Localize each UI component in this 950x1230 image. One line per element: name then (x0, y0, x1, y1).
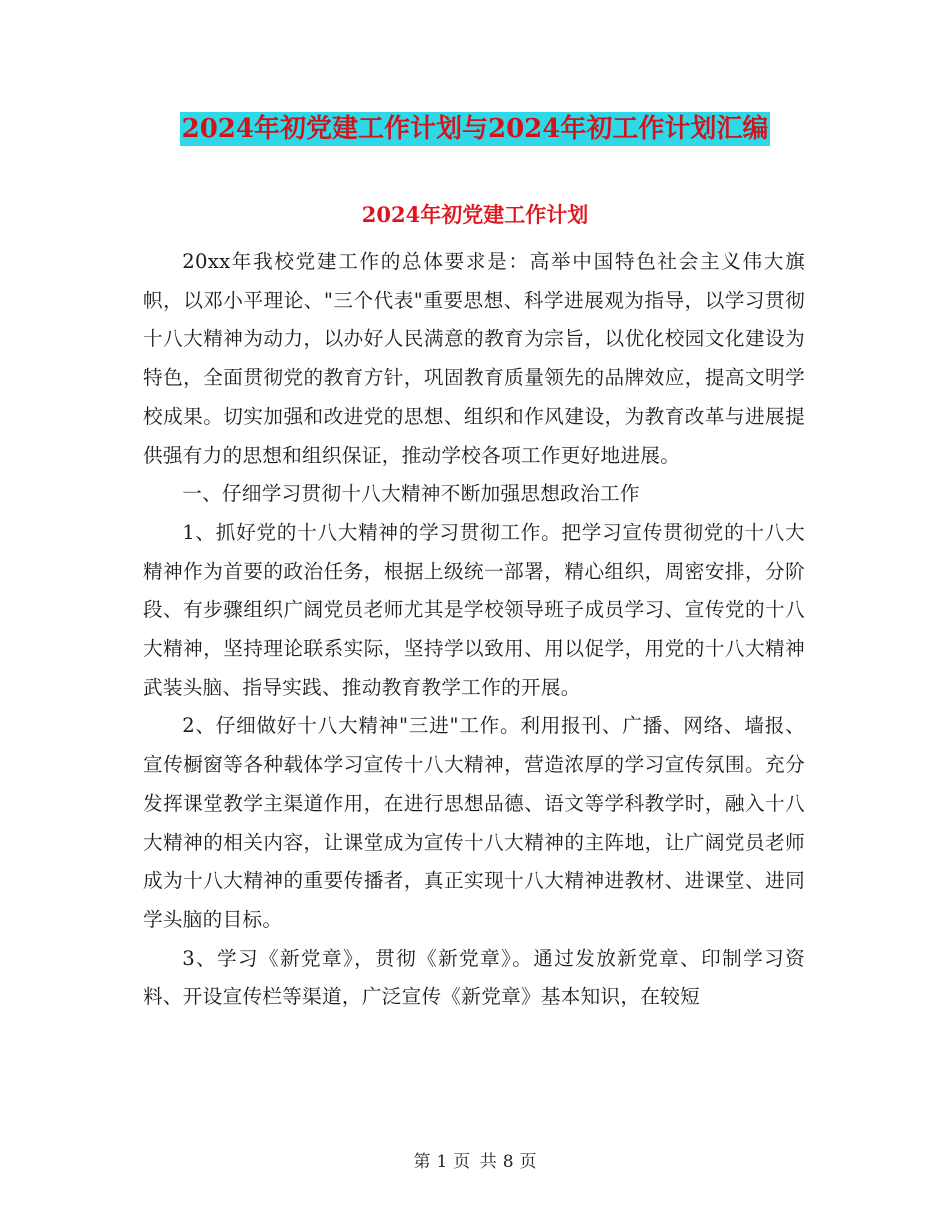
footer-total-pages: 8 (502, 1152, 514, 1172)
footer-suffix: 页 (519, 1152, 537, 1172)
footer-page-number: 1 (436, 1152, 448, 1172)
page-footer (0, 1150, 950, 1174)
footer-prefix: 第 (413, 1152, 431, 1172)
document-title-wrap (0, 112, 950, 146)
footer-middle: 页 共 (453, 1152, 497, 1172)
section-title: 2024年初党建工作计划 (361, 202, 589, 227)
paragraph-item-2: 2、仔细做好十八大精神"三进"工作。利用报刊、广播、网络、墙报、宣传橱窗等各种载体学习宣传十八大精神，营造浓厚的学习宣传氛围。充分发挥课堂教学主渠道作用，在进行思想品德、语文等学科教学时，融入十八大精神的相关内容，让课堂成为宣传十八大精神的主阵地，让广阔党员老师成为十八大精神的重要传播者，真正实现十八大精神进教材、进课堂、进同学头脑的目标。 (143, 714, 805, 931)
document-body (143, 243, 805, 1017)
document-title: 2024年初党建工作计划与2024年初工作计划汇编 (181, 114, 769, 144)
paragraph-intro: 20xx年我校党建工作的总体要求是：高举中国特色社会主义伟大旗帜，以邓小平理论、"三个代表"重要思想、科学进展观为指导，以学习贯彻十八大精神为动力，以办好人民满意的教育为宗旨，以优化校园文化建设为特色，全面贯彻党的教育方针，巩固教育质量领先的品牌效应，提高文明学校成果。切实加强和改进党的思想、组织和作风建设，为教育改革与进展提供强有力的思想和组织保证，推动学校各项工作更好地进展。 (143, 250, 805, 467)
paragraph-item-3: 3、学习《新党章》，贯彻《新党章》。通过发放新党章、印制学习资料、开设宣传栏等渠道，广泛宣传《新党章》基本知识，在较短 (143, 946, 805, 1009)
paragraph-heading-1: 一、仔细学习贯彻十八大精神不断加强思想政治工作 (182, 482, 640, 506)
paragraph-item-1: 1、抓好党的十八大精神的学习贯彻工作。把学习宣传贯彻党的十八大精神作为首要的政治任务，根据上级统一部署，精心组织，周密安排，分阶段、有步骤组织广阔党员老师尤其是学校领导班子成员学习、宣传党的十八大精神，坚持理论联系实际，坚持学以致用、用以促学，用党的十八大精神武装头脑、指导实践、推动教育教学工作的开展。 (143, 520, 805, 699)
